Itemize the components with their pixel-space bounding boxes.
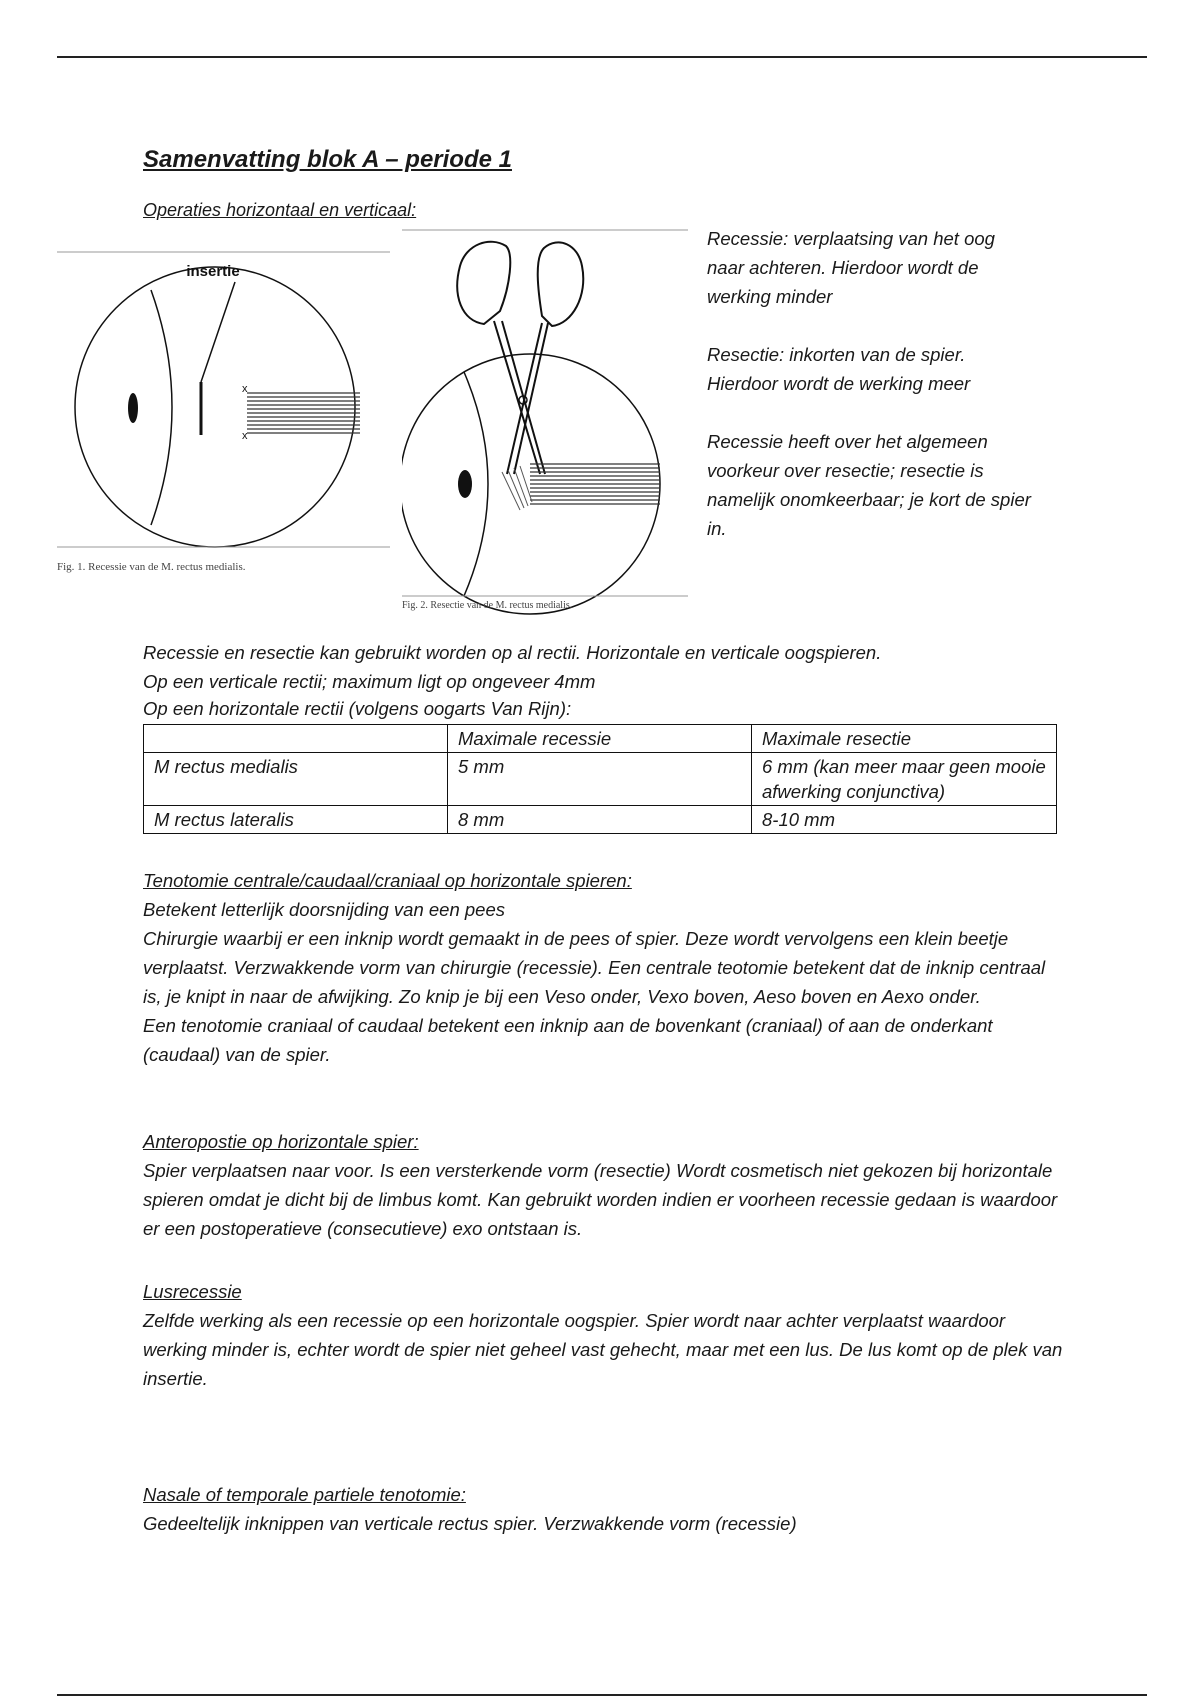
page-title: Samenvatting blok A – periode 1 — [143, 146, 512, 173]
table-cell: M rectus lateralis — [144, 806, 448, 834]
table-header-cell: Maximale recessie — [448, 725, 752, 753]
table-header-cell: Maximale resectie — [752, 725, 1057, 753]
table-cell: M rectus medialis — [144, 753, 448, 806]
table-header-cell — [144, 725, 448, 753]
table-cell: 8-10 mm — [752, 806, 1057, 834]
section-heading-operaties: Operaties horizontaal en verticaal: — [143, 200, 417, 220]
note-resectie: Resectie: inkorten van de spier. Hierdoor wordt de werking meer — [707, 344, 971, 394]
table-row — [144, 806, 1057, 834]
table-cell: 6 mm (kan meer maar geen mooie afwerking conjunctiva) — [752, 753, 1057, 806]
paragraph: Betekent letterlijk doorsnijding van een pees — [143, 899, 506, 920]
table-header-row — [144, 725, 1057, 753]
paragraph: Chirurgie waarbij er een inknip wordt gemaakt in de pees of spier. Deze wordt vervolgens een klein beetje verplaatst. Verzwakkende vorm van chirurgie (recessie). Een centrale teotomie betekent dat de inknip centraal is, je knipt in naar de afwijking. Zo knip je bij een Veso onder, Vexo boven, Aeso boven en Aexo onder. — [143, 928, 1046, 1007]
section-heading: Anteropostie op horizontale spier: — [143, 1131, 419, 1152]
paragraph: Een tenotomie craniaal of caudaal betekent een inknip aan de bovenkant (craniaal) of aan de onderkant (caudaal) van de spier. — [143, 1015, 993, 1065]
figure-recessie — [55, 232, 395, 582]
figure2-caption: Fig. 2. Resectie van de M. rectus medialis. — [402, 600, 573, 611]
intro-line: Recessie en resectie kan gebruikt worden op al rectii. Horizontale en verticale oogspieren. — [143, 642, 882, 663]
section-heading: Lusrecessie — [143, 1281, 242, 1302]
note-voorkeur: Recessie heeft over het algemeen voorkeur over resectie; resectie is namelijk onomkeerbaar; je kort de spier in. — [707, 431, 1031, 539]
top-rule — [57, 56, 1147, 58]
svg-text:x: x — [242, 383, 248, 395]
section-nasale — [143, 1480, 1063, 1538]
paragraph: Zelfde werking als een recessie op een horizontale oogspier. Spier wordt naar achter verplaatst waardoor werking minder is, echter wordt de spier niet geheel vast gehecht, maar met een lus. De lus komt op de plek van insertie. — [143, 1310, 1063, 1389]
insertie-label: insertie — [186, 263, 240, 280]
note-recessie: Recessie: verplaatsing van het oog naar achteren. Hierdoor wordt de werking minder — [707, 228, 995, 307]
section-anteropostie — [143, 1127, 1063, 1243]
max-table — [143, 724, 1057, 834]
side-notes — [707, 224, 1037, 572]
table-cell: 8 mm — [448, 806, 752, 834]
svg-text:x: x — [242, 430, 248, 442]
table-cell: 5 mm — [448, 753, 752, 806]
section-heading: Tenotomie centrale/caudaal/craniaal op horizontale spieren: — [143, 870, 632, 891]
intro-text — [143, 638, 1063, 721]
intro-line: Op een verticale rectii; maximum ligt op ongeveer 4mm — [143, 671, 596, 692]
section-tenotomie — [143, 866, 1063, 1069]
intro-line: Op een horizontale rectii (volgens oogarts Van Rijn): — [143, 698, 572, 719]
table-row — [144, 753, 1057, 806]
section-heading: Nasale of temporale partiele tenotomie: — [143, 1484, 466, 1505]
bottom-rule — [57, 1694, 1147, 1696]
section-lusrecessie — [143, 1277, 1063, 1393]
paragraph: Gedeeltelijk inknippen van verticale rectus spier. Verzwakkende vorm (recessie) — [143, 1513, 797, 1534]
figure-resectie — [402, 226, 692, 616]
paragraph: Spier verplaatsen naar voor. Is een versterkende vorm (resectie) Wordt cosmetisch niet gekozen bij horizontale spieren omdat je dicht bij de limbus komt. Kan gebruikt worden indien er voorheen recessie gedaan is waardoor er een postoperatieve (consecutieve) exo ontstaan is. — [143, 1160, 1058, 1239]
figure1-caption: Fig. 1. Recessie van de M. rectus medialis. — [57, 561, 246, 573]
